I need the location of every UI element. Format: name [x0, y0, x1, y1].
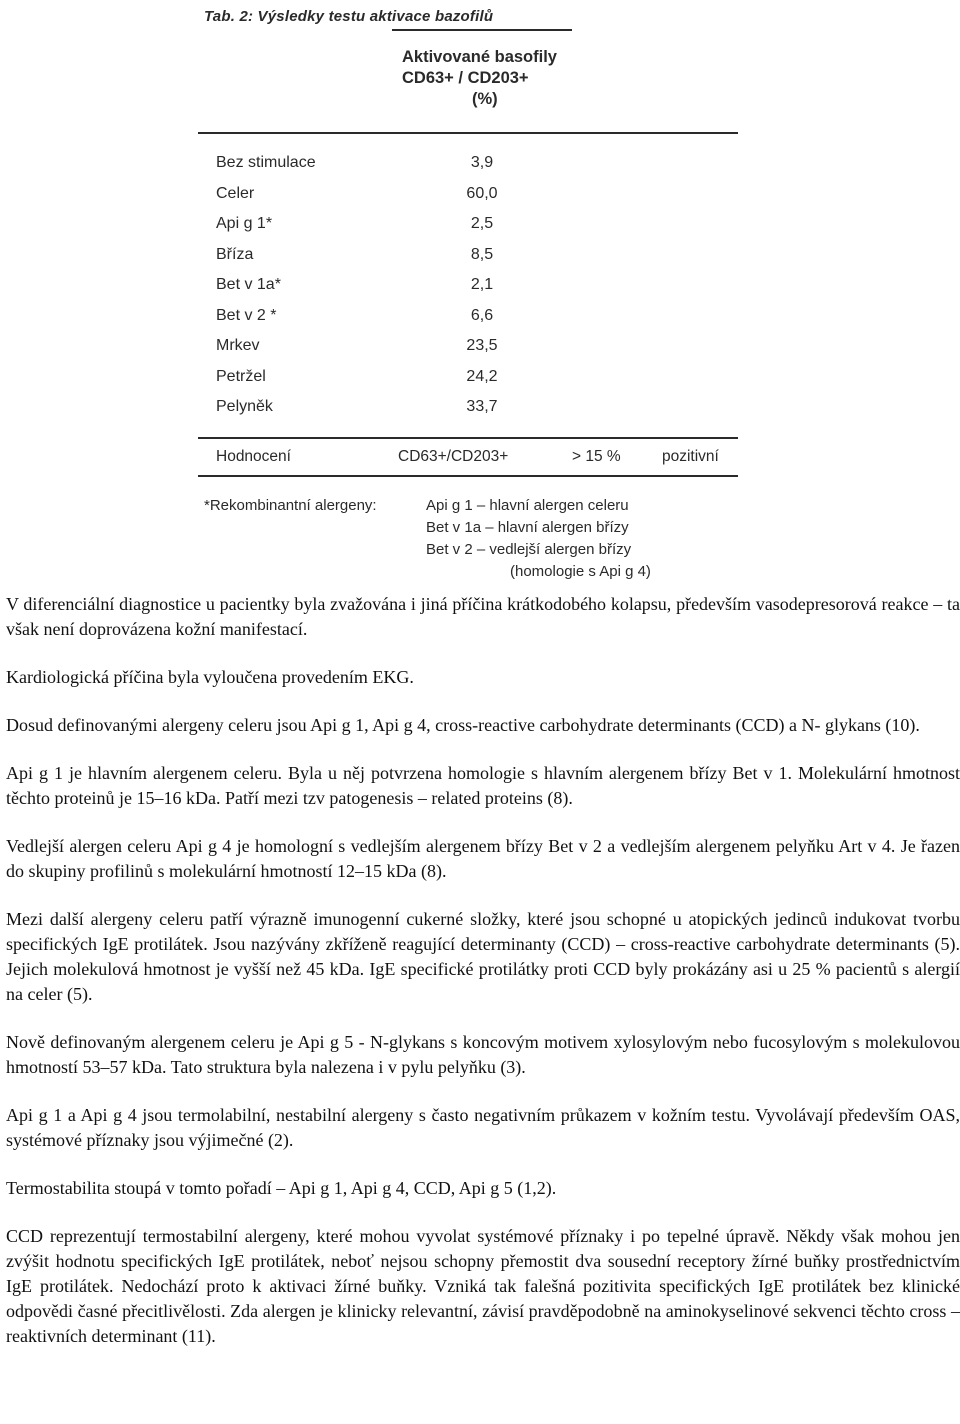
- paragraph: Api g 1 a Api g 4 jsou termolabilní, nestabilní alergeny s často negativním průkazem v kožním testu. Vyvolávají především OAS, systémové příznaky jsou výjimečné (2).: [6, 1105, 960, 1150]
- table-footnote: [198, 495, 738, 581]
- paragraph: Vedlejší alergen celeru Api g 4 je homologní s vedlejším alergenem břízy Bet v 2 a vedlejším alergenem pelyňku Art v 4. Je řazen do skupiny profilinů s molekulární hmotností 12–15 kDa (8).: [6, 836, 960, 881]
- evaluation-marker: CD63+/CD203+: [398, 447, 509, 465]
- column-header: Aktivované basofily CD63+ / CD203+ (%): [402, 48, 557, 108]
- table-caption: Tab. 2: Výsledky testu aktivace bazofilů: [204, 8, 494, 25]
- paragraph: Mezi další alergeny celeru patří výrazně imunogenní cukerné složky, které jsou schopné u atopických jedinců indukovat tvorbu specifických IgE protilátek. Jsou nazývány zkříženě reagující determinanty (CCD) – cross-reactive carbohydrate determinants (5). Jejich molekulová hmotnost je vyšší než 45 kDa. IgE specifické protilátky proti CCD byly prokázány asi u 25 % pacientů s alergií na celer (5).: [6, 909, 960, 1004]
- basophil-table: [198, 29, 738, 477]
- paragraph: CCD reprezentují termostabilní alergeny, které mohou vyvolat systémové příznaky i po tepelné úpravě. Někdy však mohou jen zvýšit hodnotu specifických IgE protilátek, neboť nejsou schopny přemostit dva sousední receptory žírné buňky prostřednictvím IgE protilátek. Nedochází proto k aktivaci žírné buňky. Vzniká tak falešná pozitivita specifických IgE protilátek bez klinické odpovědi časné přecitlivělosti. Zda alergen je klinicky relevantní, závisí pravděpodobně na aminokyselinové sekvenci těchto cross – reaktivních determinant (11).: [6, 1226, 960, 1346]
- footnote-line: Bet v 1a – hlavní alergen břízy: [426, 518, 629, 536]
- footnote-line: (homologie s Api g 4): [510, 562, 651, 580]
- evaluation-label: Hodnocení: [216, 447, 291, 465]
- table-row: Bříza 8,5: [216, 245, 494, 263]
- article-body: [6, 592, 960, 1372]
- paragraph: Nově definovaným alergenem celeru je Api g 5 - N-glykans s koncovým motivem xylosylovým nebo fucosylovým s molekulovou hmotností 53–57 kDa. Tato struktura byla nalezena i v pylu pelyňku (3).: [6, 1032, 960, 1077]
- table-row: Bez stimulace 3,9: [216, 154, 494, 172]
- evaluation-row: [198, 439, 738, 476]
- paragraph: Api g 1 je hlavním alergenem celeru. Byla u něj potvrzena homologie s hlavním alergenem břízy Bet v 1. Molekulární hmotnost těchto proteinů je 15–16 kDa. Patří mezi tzv patogenesis – related proteins (8).: [6, 763, 960, 808]
- table-figure: [198, 8, 738, 581]
- paragraph: Termostabilita stoupá v tomto pořadí – Api g 1, Api g 4, CCD, Api g 5 (1,2).: [6, 1178, 557, 1198]
- table-row: Bet v 1a* 2,1: [216, 276, 494, 294]
- evaluation-result: pozitivní: [662, 447, 719, 465]
- paragraph: Kardiologická příčina byla vyloučena provedením EKG.: [6, 667, 414, 687]
- footnote-heading: *Rekombinantní alergeny:: [204, 496, 377, 514]
- table-row: Api g 1* 2,5: [216, 215, 494, 233]
- table-header: [198, 31, 738, 133]
- table-row: Celer 60,0: [216, 184, 498, 202]
- evaluation-threshold: > 15 %: [572, 447, 621, 465]
- footnote-line: Bet v 2 – vedlejší alergen břízy: [426, 540, 632, 558]
- paragraph: Dosud definovanými alergeny celeru jsou Api g 1, Api g 4, cross-reactive carbohydrate determinants (CCD) a N- glykans (10).: [6, 715, 920, 735]
- table-row: Petržel 24,2: [216, 367, 498, 385]
- footnote-line: Api g 1 – hlavní alergen celeru: [426, 496, 629, 514]
- table-row: Pelyněk 33,7: [216, 398, 498, 416]
- table-row: Mrkev 23,5: [216, 337, 498, 355]
- paragraph: V diferenciální diagnostice u pacientky byla zvažována i jiná příčina krátkodobého kolapsu, především vasodepresorová reakce – ta však není doprovázena kožní manifestací.: [6, 594, 960, 639]
- footnote-lines: [426, 495, 651, 583]
- table-row: Bet v 2 * 6,6: [216, 306, 494, 324]
